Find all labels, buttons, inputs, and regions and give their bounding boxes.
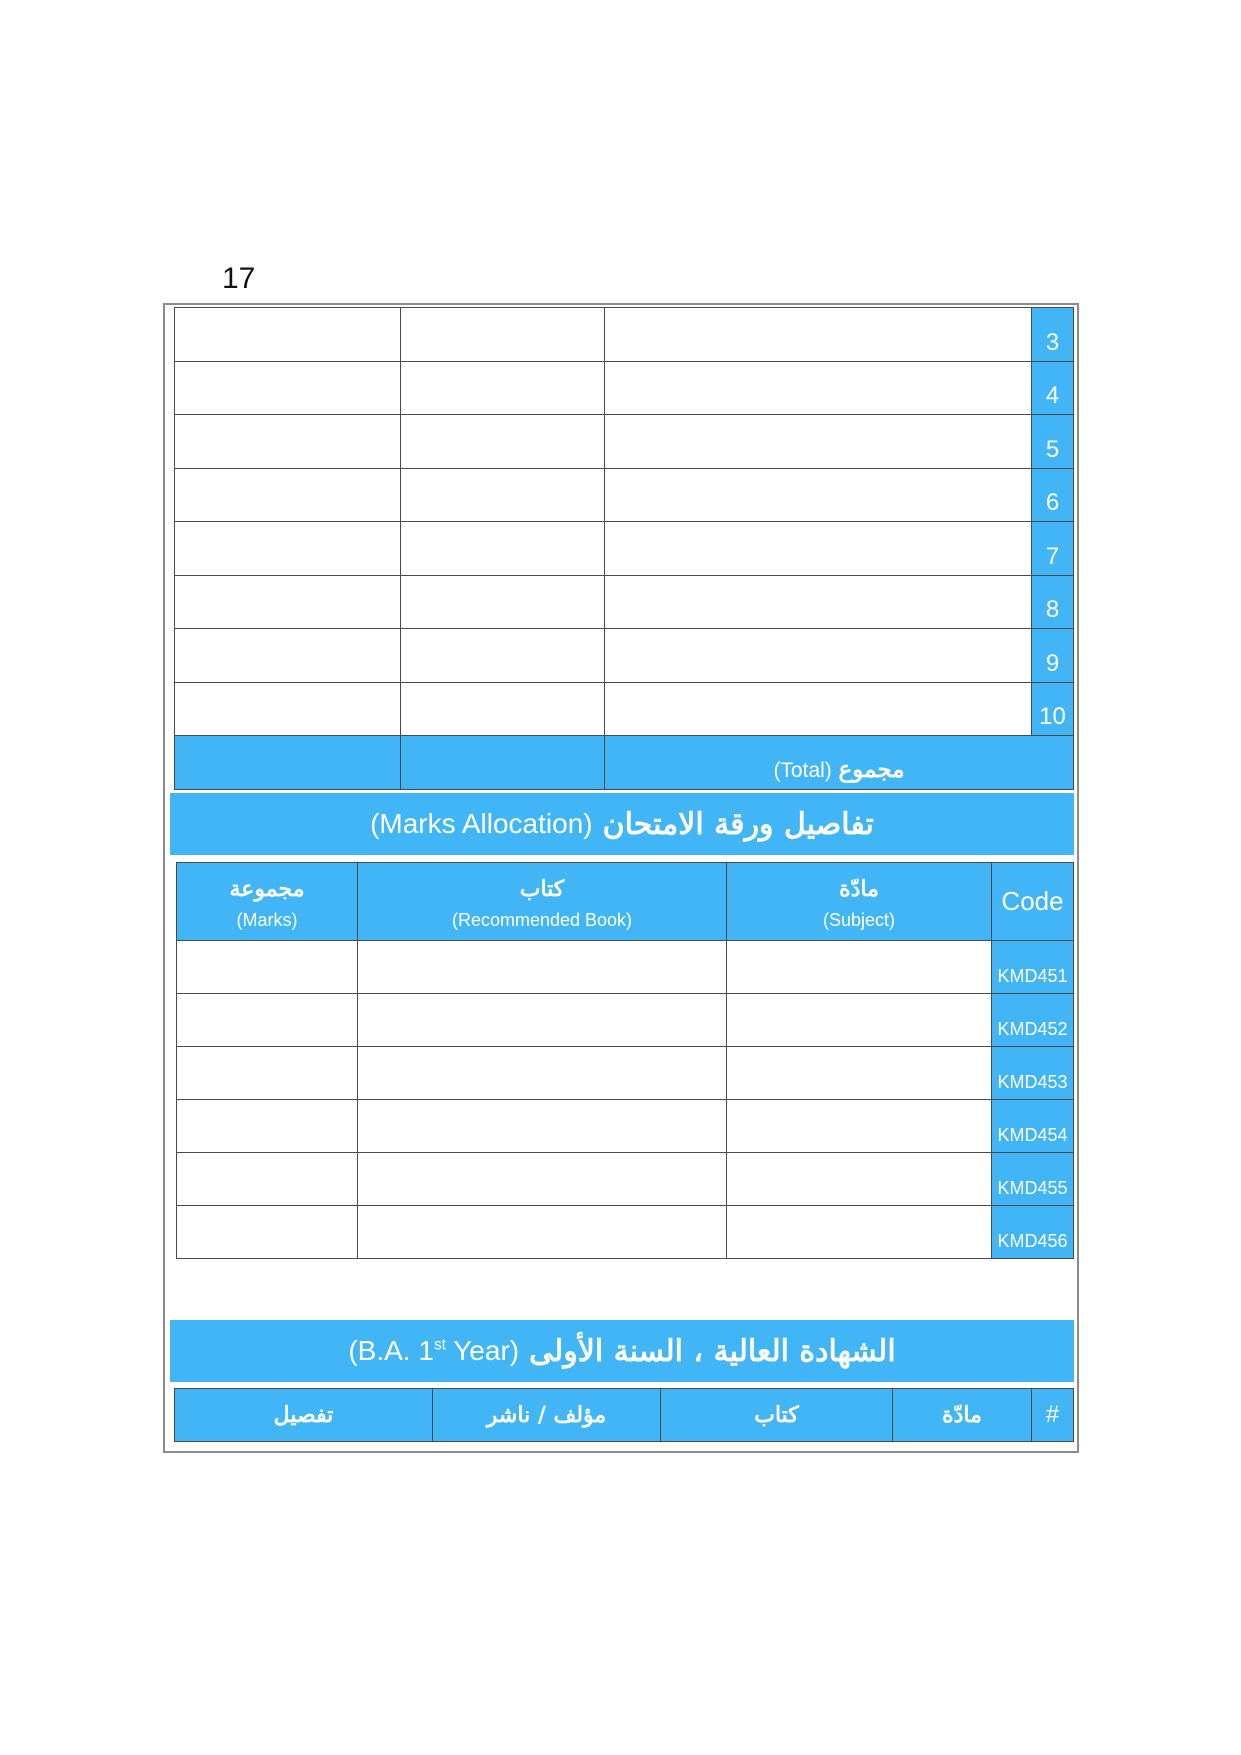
subject-header: مادّة — [893, 1389, 1032, 1442]
book-header: كتاب — [661, 1389, 893, 1442]
book-cell[interactable] — [358, 1047, 727, 1100]
ba-first-year-banner — [170, 1320, 1074, 1382]
book-cell[interactable] — [401, 308, 605, 362]
marks-cell[interactable] — [175, 629, 401, 683]
number-header: # — [1032, 1389, 1074, 1442]
subject-cell[interactable] — [605, 575, 1032, 629]
marks-cell[interactable] — [175, 308, 401, 362]
book-cell[interactable] — [401, 468, 605, 522]
row-number: 9 — [1032, 629, 1074, 683]
subject-cell[interactable] — [605, 415, 1032, 469]
row-number: 8 — [1032, 575, 1074, 629]
subject-cell[interactable] — [727, 994, 992, 1047]
marks-cell[interactable] — [177, 1153, 358, 1206]
subject-cell[interactable] — [727, 1206, 992, 1259]
book-cell[interactable] — [358, 1206, 727, 1259]
ba-first-year-table — [174, 1388, 1074, 1442]
marks-cell[interactable] — [175, 415, 401, 469]
course-code: KMD453 — [992, 1047, 1074, 1100]
header-row — [175, 1389, 1074, 1442]
marks-cell[interactable] — [175, 468, 401, 522]
banner2-en-suffix: Year) — [445, 1335, 520, 1366]
table-row — [175, 361, 1074, 415]
subjects-table — [174, 307, 1074, 790]
banner2-en-prefix: (B.A. 1 — [348, 1335, 434, 1366]
table-row — [175, 468, 1074, 522]
row-number: 4 — [1032, 361, 1074, 415]
total-label-ar: مجموع — [838, 755, 905, 783]
total-row — [175, 736, 1074, 790]
total-label-en: (Total) — [773, 758, 832, 782]
banner2-en — [348, 1335, 519, 1367]
book-cell[interactable] — [401, 415, 605, 469]
book-header-en: (Recommended Book) — [451, 910, 633, 930]
table-row — [177, 1206, 1074, 1259]
book-cell[interactable] — [401, 522, 605, 576]
table-row — [177, 1153, 1074, 1206]
subject-cell[interactable] — [727, 941, 992, 994]
header-row — [177, 863, 1074, 941]
course-code: KMD456 — [992, 1206, 1074, 1259]
subject-cell[interactable] — [605, 361, 1032, 415]
table-row — [175, 308, 1074, 362]
table-row — [177, 941, 1074, 994]
marks-allocation-table — [176, 862, 1074, 1259]
total-label — [605, 736, 1074, 790]
book-header-ar: كتاب — [519, 876, 565, 902]
subject-cell[interactable] — [605, 468, 1032, 522]
row-number: 6 — [1032, 468, 1074, 522]
table-row — [175, 629, 1074, 683]
marks-cell[interactable] — [175, 575, 401, 629]
table-row — [175, 682, 1074, 736]
banner2-ar: الشهادة العالية ، السنة الأولى — [529, 1333, 896, 1369]
book-cell[interactable] — [401, 629, 605, 683]
row-number: 7 — [1032, 522, 1074, 576]
course-code: KMD454 — [992, 1100, 1074, 1153]
subject-cell[interactable] — [605, 629, 1032, 683]
row-number: 10 — [1032, 682, 1074, 736]
book-cell[interactable] — [358, 994, 727, 1047]
book-cell[interactable] — [401, 361, 605, 415]
subject-header-en: (Subject) — [822, 910, 896, 930]
banner-ar: تفاصيل ورقة الامتحان — [602, 806, 874, 842]
course-code: KMD452 — [992, 994, 1074, 1047]
page-number: 17 — [222, 262, 256, 295]
subject-cell[interactable] — [727, 1047, 992, 1100]
book-header — [358, 863, 727, 941]
table-row — [175, 575, 1074, 629]
table-row — [177, 994, 1074, 1047]
course-code: KMD455 — [992, 1153, 1074, 1206]
subject-cell[interactable] — [727, 1153, 992, 1206]
marks-cell[interactable] — [177, 941, 358, 994]
marks-cell[interactable] — [177, 1047, 358, 1100]
subject-cell[interactable] — [605, 682, 1032, 736]
table-row — [177, 1047, 1074, 1100]
marks-cell[interactable] — [175, 682, 401, 736]
subject-header-ar: مادّة — [839, 876, 879, 902]
book-cell[interactable] — [401, 682, 605, 736]
marks-cell[interactable] — [177, 1100, 358, 1153]
marks-cell[interactable] — [175, 361, 401, 415]
total-cell-marks — [175, 736, 401, 790]
book-cell[interactable] — [358, 1100, 727, 1153]
banner2-en-sup: st — [433, 1336, 446, 1354]
subject-header — [727, 863, 992, 941]
marks-cell[interactable] — [177, 1206, 358, 1259]
book-cell[interactable] — [358, 941, 727, 994]
row-number: 5 — [1032, 415, 1074, 469]
marks-header — [177, 863, 358, 941]
marks-header-en: (Marks) — [236, 910, 298, 930]
marks-cell[interactable] — [175, 522, 401, 576]
total-cell-book — [401, 736, 605, 790]
subject-cell[interactable] — [605, 308, 1032, 362]
author-header: مؤلف / ناشر — [433, 1389, 661, 1442]
table-row — [177, 1100, 1074, 1153]
banner-en: (Marks Allocation) — [370, 808, 593, 839]
subject-cell[interactable] — [605, 522, 1032, 576]
subject-cell[interactable] — [727, 1100, 992, 1153]
detail-header: تفصيل — [175, 1389, 433, 1442]
row-number: 3 — [1032, 308, 1074, 362]
book-cell[interactable] — [401, 575, 605, 629]
book-cell[interactable] — [358, 1153, 727, 1206]
marks-header-ar: مجموعة — [229, 876, 305, 902]
code-header: Code — [992, 863, 1074, 941]
marks-cell[interactable] — [177, 994, 358, 1047]
course-code: KMD451 — [992, 941, 1074, 994]
table-row — [175, 415, 1074, 469]
marks-allocation-banner — [170, 793, 1074, 855]
table-row — [175, 522, 1074, 576]
